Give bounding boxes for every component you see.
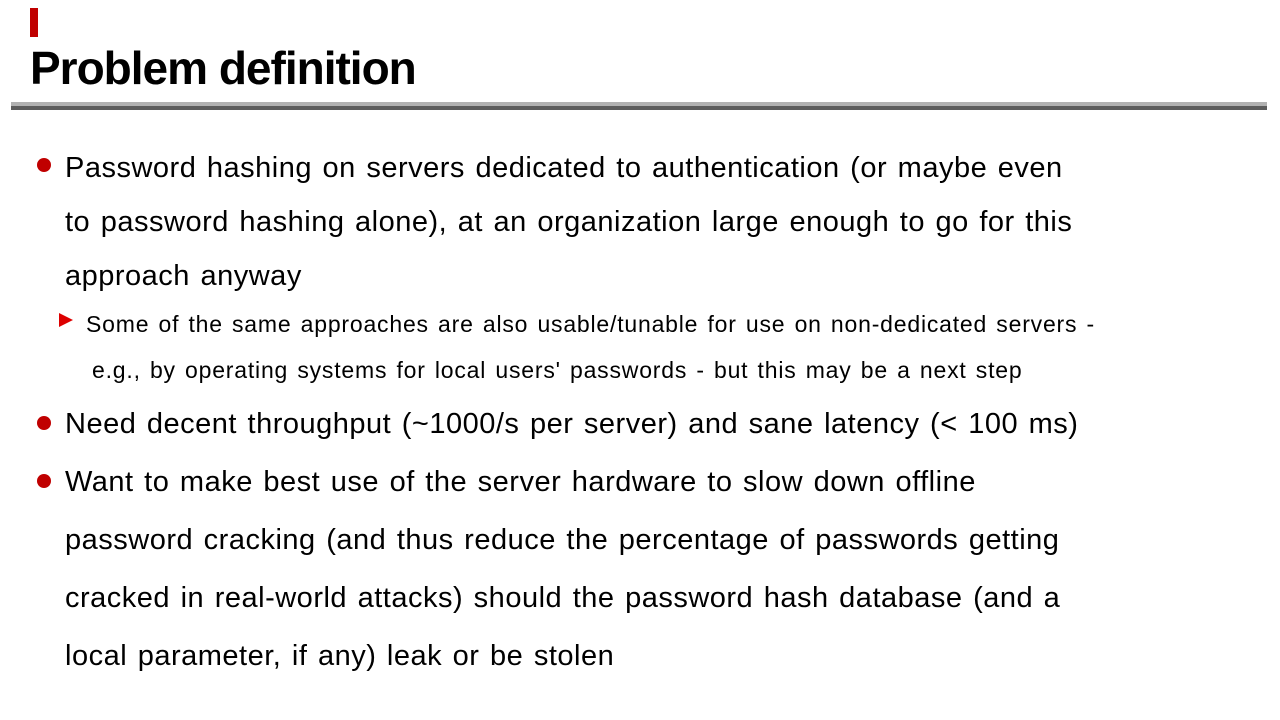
bullet-item-1: [0, 141, 1280, 303]
bullet-line: Need decent throughput (~1000/s per server) and sane latency (< 100 ms): [65, 408, 1079, 440]
bullet-item-2: [0, 395, 1280, 453]
bullet-list: [0, 141, 1280, 685]
sub-bullet-line: Some of the same approaches are also usable/tunable for use on non-dedicated servers -: [86, 311, 1095, 337]
sub-bullet-triangle-icon: [59, 313, 73, 327]
slide-title: Problem definition: [30, 42, 416, 94]
bullet-circle-icon: [37, 474, 51, 488]
bullet-circle-icon: [37, 158, 51, 172]
bullet-line: cracked in real-world attacks) should the password hash database (and a: [65, 582, 1061, 614]
bullet-line: Want to make best use of the server hardware to slow down offline: [65, 466, 976, 498]
bullet-circle-icon: [37, 416, 51, 430]
bullet-item-3: [0, 453, 1280, 685]
sub-bullet-item: [0, 301, 1280, 393]
bullet-line: Password hashing on servers dedicated to authentication (or maybe even: [65, 152, 1063, 184]
bullet-line: password cracking (and thus reduce the percentage of passwords getting: [65, 524, 1060, 556]
bullet-line: approach anyway: [65, 260, 302, 292]
sub-bullet-line: e.g., by operating systems for local users' passwords - but this may be a next step: [92, 357, 1023, 383]
title-divider: [11, 102, 1267, 110]
bullet-line: to password hashing alone), at an organization large enough to go for this: [65, 206, 1073, 238]
title-divider-bottom: [11, 106, 1267, 110]
bullet-line: local parameter, if any) leak or be stolen: [65, 640, 615, 672]
corner-mark-icon: [30, 8, 38, 37]
